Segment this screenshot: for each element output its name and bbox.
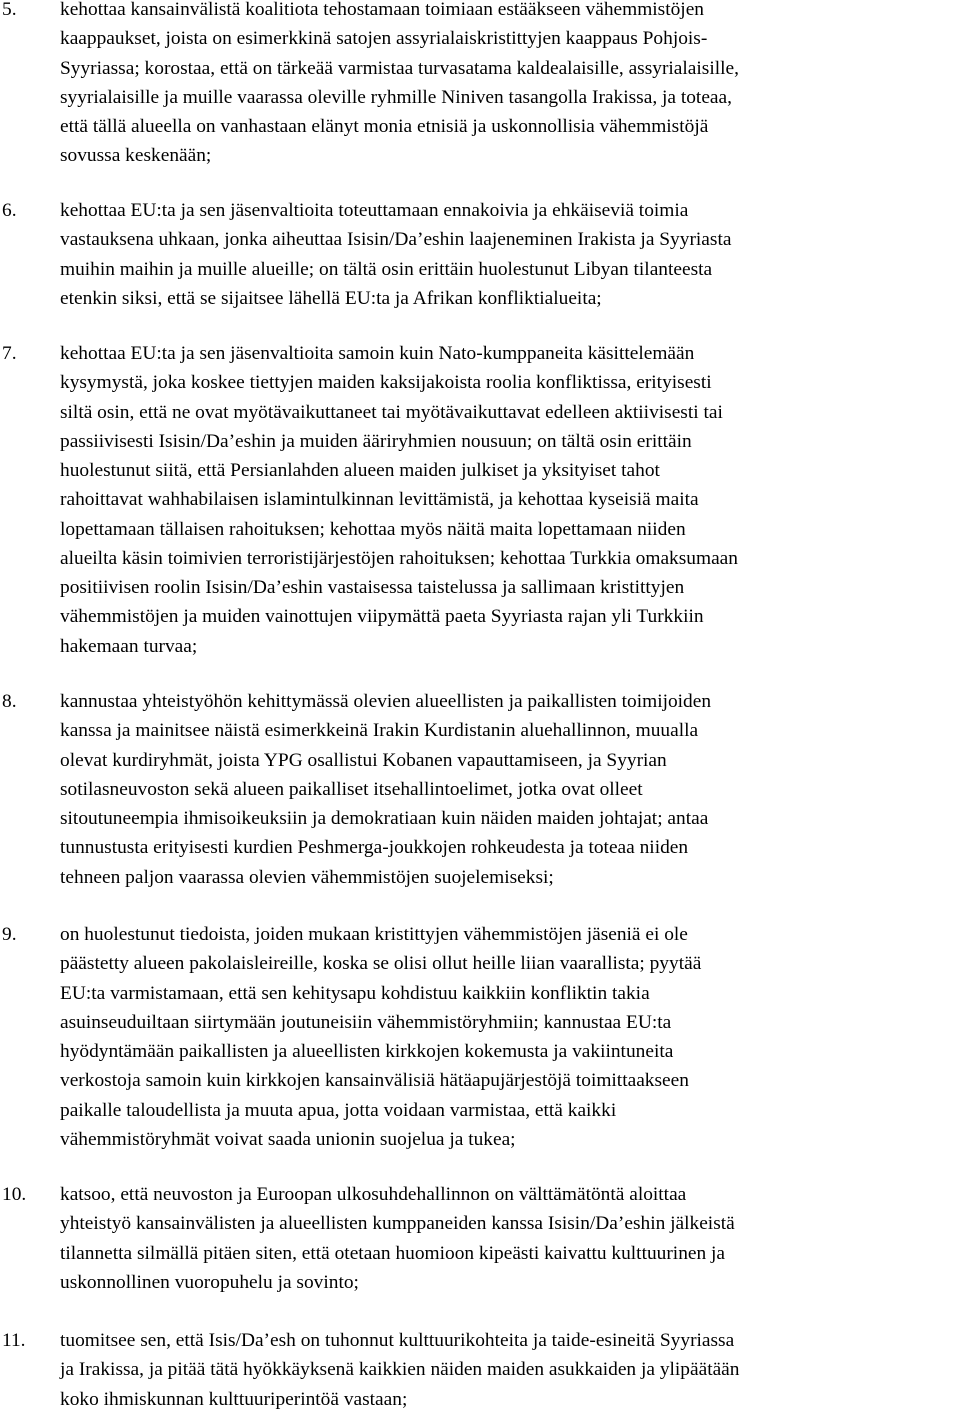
paragraph-number: 5. bbox=[2, 0, 17, 20]
paragraph-text: kannustaa yhteistyöhön kehittymässä olevien alueellisten ja paikallisten toimijoiden kanssa ja mainitsee näistä esimerkkeinä Irakin Kurdistanin aluehallinnon, muualla olevat kurdiryhmät, joista YPG osallistui Kobanen vapauttamiseen, ja Syyrian sotilasneuvoston sekä alueen paikalliset itsehallintoelimet, jotka ovat olleet sitoutuneempia ihmisoikeuksiin ja demokratiaan kuin näiden maiden johtajat; antaa tunnustusta erityisesti kurdien Peshmerga-joukkojen rohkeudesta ja toteaa niiden tehneen paljon vaarassa olevien vähemmistöjen suojelemiseksi; bbox=[60, 691, 712, 888]
paragraph-text: tuomitsee sen, että Isis/Da’esh on tuhonnut kulttuurikohteita ja taide-esineitä Syyriassa ja Irakissa, ja pitää tätä hyökkäyksenä kaikkien näiden maiden asukkaiden ja ylipäätään koko ihmiskunnan kulttuuriperintöä vastaan; bbox=[60, 1330, 740, 1410]
paragraph-number: 9. bbox=[2, 924, 17, 945]
paragraph-number: 7. bbox=[2, 343, 17, 364]
paragraph-number: 6. bbox=[2, 200, 17, 221]
paragraph-text: kehottaa EU:ta ja sen jäsenvaltioita samoin kuin Nato-kumppaneita käsittelemään kysymystä, joka koskee tiettyjen maiden kaksijakoista roolia konfliktissa, erityisesti siltä osin, että ne ovat myötävaikuttaneet tai myötävaikuttavat edelleen aktiivisesti tai passiivisesti Isisin/Da’eshin ja muiden ääriryhmien nousuun; on tältä osin erittäin huolestunut siitä, että Persianlahden alueen maiden julkiset ja yksityiset tahot rahoittavat wahhabilaisen islamintulkinnan levittämistä, ja kehottaa kyseisiä maita lopettamaan tällaisen rahoituksen; kehottaa myös näitä maita lopettamaan niiden alueilta käsin toimivien terroristijärjestöjen rahoituksen; kehottaa Turkkia omaksumaan positiivisen roolin Isisin/Da’eshin vastaisessa taistelussa ja sallimaan kristittyjen vähemmistöjen ja muiden vainottujen viipymättä paeta Syyriasta rajan yli Turkkiin hakemaan turvaa; bbox=[60, 343, 738, 657]
paragraph-number: 11. bbox=[2, 1330, 26, 1351]
paragraph-text: kehottaa kansainvälistä koalitiota tehostamaan toimiaan estääkseen vähemmistöjen kaappaukset, joista on esimerkkinä satojen assyrialaiskristittyjen kaappaus Pohjois- Syyriassa; korostaa, että on tärkeää varmistaa turvasatama kaldealaisille, assyrialaisille, syyrialaisille ja muille vaarassa oleville ryhmille Niniven tasangolla Irakissa, ja toteaa, että tällä alueella on vanhastaan elänyt monia etnisiä ja uskonnollisia vähemmistöjä sovussa keskenään; bbox=[60, 0, 739, 167]
paragraph-text: on huolestunut tiedoista, joiden mukaan kristittyjen vähemmistöjen jäseniä ei ole päästetty alueen pakolaisleireille, koska se olisi ollut heille liian vaarallista; pyytää EU:ta varmistamaan, että sen kehitysapu kohdistuu kaikkiin konfliktin takia asuinseuduiltaan siirtymään joutuneisiin vähemmistöryhmiin; kannustaa EU:ta hyödyntämään paikallisten ja alueellisten kirkkojen kokemusta ja vakiintuneita verkostoja samoin kuin kirkkojen kansainvälisiä hätäapujärjestöjä toimittaakseen paikalle taloudellista ja muuta apua, jotta voidaan varmistaa, että kaikki vähemmistöryhmät voivat saada unionin suojelua ja tukea; bbox=[60, 924, 702, 1150]
paragraph-text: kehottaa EU:ta ja sen jäsenvaltioita toteuttamaan ennakoivia ja ehkäiseviä toimia vastauksena uhkaan, jonka aiheuttaa Isisin/Da’eshin laajeneminen Irakista ja Syyriasta muihin maihin ja muille alueille; on tältä osin erittäin huolestunut Libyan tilanteesta etenkin siksi, että se sijaitsee lähellä EU:ta ja Afrikan konfliktialueita; bbox=[60, 200, 732, 309]
paragraph-text: katsoo, että neuvoston ja Euroopan ulkosuhdehallinnon on välttämätöntä aloittaa yhteistyö kansainvälisten ja alueellisten kumppaneiden kanssa Isisin/Da’eshin jälkeistä tilannetta silmällä pitäen siten, että otetaan huomioon kipeästi kaivattu kulttuurinen ja uskonnollinen vuoropuhelu ja sovinto; bbox=[60, 1184, 735, 1293]
paragraph-number: 8. bbox=[2, 691, 17, 712]
paragraph-number: 10. bbox=[2, 1184, 27, 1205]
